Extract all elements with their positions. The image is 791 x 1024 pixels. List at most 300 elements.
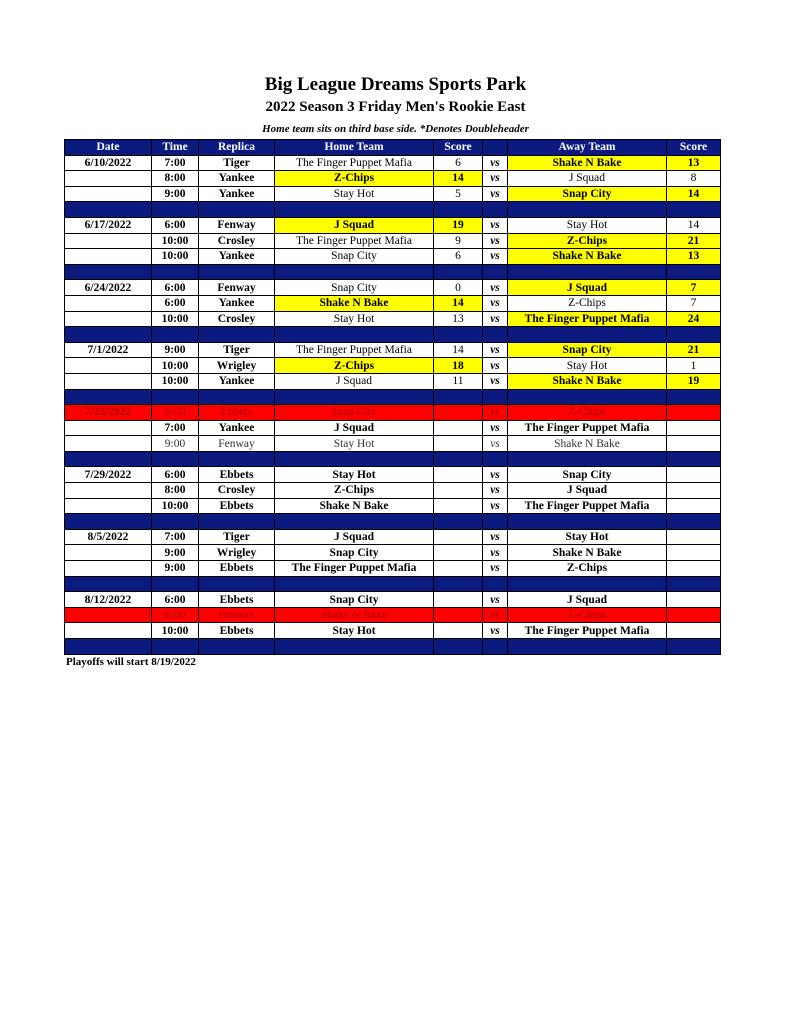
home-score-cell	[434, 592, 483, 608]
vs-cell: vs	[483, 529, 508, 545]
game-row	[65, 358, 721, 374]
time-cell: 10:00	[152, 311, 199, 327]
vs-cell: vs	[483, 467, 508, 483]
separator-cell	[508, 451, 667, 467]
separator-cell	[199, 451, 275, 467]
home-score-cell: 6	[434, 249, 483, 265]
game-row	[65, 436, 721, 452]
date-cell	[65, 311, 152, 327]
separator-cell	[508, 389, 667, 405]
away-score-cell	[667, 545, 721, 561]
separator-cell	[483, 327, 508, 343]
date-cell	[65, 186, 152, 202]
separator-cell	[434, 264, 483, 280]
separator-cell	[152, 264, 199, 280]
replica-cell: Crosley	[199, 483, 275, 499]
date-cell	[65, 436, 152, 452]
time-cell: 10:00	[152, 249, 199, 265]
away-team-cell: Shake N Bake	[508, 436, 667, 452]
replica-cell: Tiger	[199, 342, 275, 358]
separator-cell	[275, 202, 434, 218]
separator-cell	[152, 389, 199, 405]
page-subtitle: 2022 Season 3 Friday Men's Rookie East	[265, 99, 526, 115]
separator-row	[65, 264, 721, 280]
home-team-cell: Stay Hot	[275, 436, 434, 452]
separator-cell	[152, 514, 199, 530]
separator-cell	[667, 327, 721, 343]
separator-cell	[65, 202, 152, 218]
date-cell: 7/29/2022	[65, 467, 152, 483]
schedule-body	[65, 155, 721, 654]
vs-cell: vs	[483, 155, 508, 171]
vs-cell: vs	[483, 280, 508, 296]
replica-cell: Yankee	[199, 171, 275, 187]
away-score-cell: 7	[667, 295, 721, 311]
vs-cell: vs	[483, 592, 508, 608]
replica-cell: Yankee	[199, 249, 275, 265]
home-score-cell: 14	[434, 342, 483, 358]
separator-cell	[483, 202, 508, 218]
game-row	[65, 186, 721, 202]
game-row	[65, 373, 721, 389]
date-cell: 6/17/2022	[65, 217, 152, 233]
vs-cell: vs	[483, 217, 508, 233]
home-score-cell: 0	[434, 280, 483, 296]
away-score-cell	[667, 436, 721, 452]
replica-cell: Fenway	[199, 436, 275, 452]
replica-cell: Tiger	[199, 529, 275, 545]
separator-cell	[65, 514, 152, 530]
home-team-cell: Stay Hot	[275, 311, 434, 327]
vs-cell: vs	[483, 171, 508, 187]
date-cell: 6/10/2022	[65, 155, 152, 171]
date-cell	[65, 561, 152, 577]
separator-cell	[483, 576, 508, 592]
replica-cell: Ebbets	[199, 561, 275, 577]
game-row	[65, 155, 721, 171]
home-score-cell: 13	[434, 311, 483, 327]
time-cell: 8:00	[152, 483, 199, 499]
replica-cell: Yankee	[199, 420, 275, 436]
separator-cell	[152, 451, 199, 467]
away-score-cell: 21	[667, 342, 721, 358]
separator-cell	[667, 202, 721, 218]
separator-cell	[667, 451, 721, 467]
separator-row	[65, 202, 721, 218]
separator-cell	[434, 202, 483, 218]
vs-cell: vs	[483, 311, 508, 327]
time-cell: 10:00	[152, 498, 199, 514]
separator-cell	[65, 264, 152, 280]
away-team-cell: Snap City	[508, 186, 667, 202]
replica-cell: Wrigley	[199, 358, 275, 374]
away-team-cell: Shake N Bake	[508, 373, 667, 389]
separator-row	[65, 514, 721, 530]
vs-cell: vs	[483, 498, 508, 514]
away-team-cell: Snap City	[508, 467, 667, 483]
away-score-cell	[667, 529, 721, 545]
col-home-score: Score	[434, 140, 483, 156]
home-team-cell: The Finger Puppet Mafia	[275, 155, 434, 171]
time-cell: 9:00	[152, 561, 199, 577]
home-score-cell	[434, 436, 483, 452]
home-team-cell: Snap City	[275, 545, 434, 561]
date-cell: 8/5/2022	[65, 529, 152, 545]
away-team-cell: J Squad	[508, 280, 667, 296]
away-team-cell: The Finger Puppet Mafia	[508, 311, 667, 327]
separator-cell	[152, 576, 199, 592]
separator-cell	[483, 514, 508, 530]
vs-cell: vs	[483, 420, 508, 436]
replica-cell: Crosley	[199, 233, 275, 249]
separator-cell	[508, 327, 667, 343]
away-score-cell	[667, 405, 721, 421]
replica-cell: Ebbets	[199, 592, 275, 608]
home-score-cell: 18	[434, 358, 483, 374]
away-score-cell	[667, 623, 721, 639]
replica-cell: Fenway	[199, 607, 275, 623]
separator-cell	[275, 264, 434, 280]
away-team-cell: Snap City	[508, 342, 667, 358]
separator-cell	[667, 576, 721, 592]
separator-row	[65, 576, 721, 592]
away-team-cell: Shake N Bake	[508, 249, 667, 265]
home-team-cell: J Squad	[275, 529, 434, 545]
replica-cell: Ebbets	[199, 405, 275, 421]
away-team-cell: Shake N Bake	[508, 155, 667, 171]
home-team-cell: J Squad	[275, 373, 434, 389]
separator-cell	[275, 576, 434, 592]
game-row	[65, 280, 721, 296]
separator-cell	[667, 389, 721, 405]
separator-cell	[65, 327, 152, 343]
home-team-cell: Snap City	[275, 249, 434, 265]
separator-cell	[152, 639, 199, 655]
away-score-cell: 7	[667, 280, 721, 296]
date-cell	[65, 607, 152, 623]
date-cell	[65, 545, 152, 561]
date-cell: 8/12/2022	[65, 592, 152, 608]
away-team-cell: J Squad	[508, 483, 667, 499]
separator-cell	[434, 514, 483, 530]
time-cell: 8:00	[152, 171, 199, 187]
time-cell: 6:00	[152, 607, 199, 623]
time-cell: 10:00	[152, 373, 199, 389]
game-row	[65, 561, 721, 577]
separator-cell	[199, 327, 275, 343]
away-score-cell: 8	[667, 171, 721, 187]
vs-cell: vs	[483, 249, 508, 265]
home-score-cell	[434, 483, 483, 499]
away-team-cell: Stay Hot	[508, 217, 667, 233]
home-score-cell	[434, 607, 483, 623]
away-score-cell	[667, 467, 721, 483]
separator-cell	[434, 389, 483, 405]
separator-cell	[65, 389, 152, 405]
replica-cell: Fenway	[199, 280, 275, 296]
game-row	[65, 529, 721, 545]
away-score-cell: 1	[667, 358, 721, 374]
separator-cell	[199, 264, 275, 280]
separator-cell	[65, 639, 152, 655]
separator-cell	[434, 327, 483, 343]
vs-cell: vs	[483, 436, 508, 452]
separator-cell	[667, 264, 721, 280]
separator-cell	[199, 576, 275, 592]
game-row	[65, 405, 721, 421]
separator-cell	[434, 451, 483, 467]
time-cell: 6:00	[152, 592, 199, 608]
home-team-cell: Z-Chips	[275, 358, 434, 374]
home-score-cell	[434, 545, 483, 561]
away-score-cell	[667, 607, 721, 623]
replica-cell: Ebbets	[199, 467, 275, 483]
home-team-cell: Z-Chips	[275, 483, 434, 499]
time-cell: 7:00	[152, 420, 199, 436]
date-cell	[65, 249, 152, 265]
away-score-cell	[667, 561, 721, 577]
away-score-cell	[667, 483, 721, 499]
away-score-cell	[667, 592, 721, 608]
date-cell	[65, 373, 152, 389]
away-score-cell: 24	[667, 311, 721, 327]
time-cell: 6:00	[152, 295, 199, 311]
vs-cell: vs	[483, 623, 508, 639]
replica-cell: Wrigley	[199, 545, 275, 561]
col-away-score: Score	[667, 140, 721, 156]
game-row	[65, 420, 721, 436]
away-team-cell: The Finger Puppet Mafia	[508, 623, 667, 639]
separator-row	[65, 451, 721, 467]
home-score-cell: 19	[434, 217, 483, 233]
home-score-cell	[434, 498, 483, 514]
home-score-cell	[434, 467, 483, 483]
away-score-cell	[667, 420, 721, 436]
game-row	[65, 249, 721, 265]
time-cell: 10:00	[152, 358, 199, 374]
vs-cell: vs	[483, 373, 508, 389]
col-replica: Replica	[199, 140, 275, 156]
home-score-cell	[434, 623, 483, 639]
home-team-cell: Shake N Bake	[275, 607, 434, 623]
home-score-cell: 14	[434, 171, 483, 187]
vs-cell: vs	[483, 483, 508, 499]
separator-row	[65, 327, 721, 343]
home-score-cell: 11	[434, 373, 483, 389]
date-cell: 7/22/2022	[65, 405, 152, 421]
date-cell	[65, 233, 152, 249]
home-team-cell: The Finger Puppet Mafia	[275, 233, 434, 249]
separator-cell	[434, 576, 483, 592]
page-title: Big League Dreams Sports Park	[264, 74, 527, 95]
replica-cell: Yankee	[199, 373, 275, 389]
home-team-cell: Snap City	[275, 592, 434, 608]
playoffs-note: Playoffs will start 8/19/2022	[66, 656, 196, 668]
game-row	[65, 233, 721, 249]
home-team-cell: Snap City	[275, 280, 434, 296]
time-cell: 7:00	[152, 155, 199, 171]
home-team-cell: Z-Chips	[275, 171, 434, 187]
vs-cell: vs	[483, 342, 508, 358]
separator-cell	[275, 327, 434, 343]
away-score-cell: 13	[667, 249, 721, 265]
home-team-cell: J Squad	[275, 420, 434, 436]
separator-cell	[483, 389, 508, 405]
home-score-cell: 6	[434, 155, 483, 171]
separator-cell	[483, 264, 508, 280]
time-cell: 6:00	[152, 280, 199, 296]
home-score-cell	[434, 561, 483, 577]
col-date: Date	[65, 140, 152, 156]
away-score-cell: 13	[667, 155, 721, 171]
separator-cell	[152, 202, 199, 218]
time-cell: 6:00	[152, 467, 199, 483]
vs-cell: vs	[483, 607, 508, 623]
home-team-cell: Stay Hot	[275, 467, 434, 483]
home-team-cell: Stay Hot	[275, 623, 434, 639]
game-row	[65, 498, 721, 514]
separator-cell	[275, 451, 434, 467]
separator-cell	[434, 639, 483, 655]
home-team-cell: The Finger Puppet Mafia	[275, 561, 434, 577]
away-team-cell: Stay Hot	[508, 358, 667, 374]
col-away-team: Away Team	[508, 140, 667, 156]
replica-cell: Yankee	[199, 295, 275, 311]
home-score-cell	[434, 405, 483, 421]
separator-cell	[199, 389, 275, 405]
separator-cell	[199, 514, 275, 530]
home-team-cell: Stay Hot	[275, 186, 434, 202]
vs-cell: vs	[483, 561, 508, 577]
time-cell: 7:00	[152, 529, 199, 545]
date-cell	[65, 623, 152, 639]
game-row	[65, 607, 721, 623]
time-cell: 6:00	[152, 217, 199, 233]
time-cell: 9:00	[152, 186, 199, 202]
game-row	[65, 592, 721, 608]
away-team-cell: The Finger Puppet Mafia	[508, 420, 667, 436]
home-score-cell: 5	[434, 186, 483, 202]
away-score-cell: 14	[667, 186, 721, 202]
away-team-cell: The Finger Puppet Mafia	[508, 498, 667, 514]
vs-cell: vs	[483, 545, 508, 561]
game-row	[65, 545, 721, 561]
home-team-cell: Shake N Bake	[275, 498, 434, 514]
vs-cell: vs	[483, 358, 508, 374]
separator-cell	[199, 202, 275, 218]
time-cell: 9:00	[152, 342, 199, 358]
away-team-cell: Z-Chips	[508, 405, 667, 421]
separator-cell	[667, 514, 721, 530]
separator-cell	[483, 639, 508, 655]
away-team-cell: Shake N Bake	[508, 545, 667, 561]
away-team-cell: Z-Chips	[508, 607, 667, 623]
date-cell: 7/1/2022	[65, 342, 152, 358]
separator-row	[65, 389, 721, 405]
separator-cell	[508, 639, 667, 655]
vs-cell: vs	[483, 295, 508, 311]
date-cell	[65, 171, 152, 187]
col-time: Time	[152, 140, 199, 156]
header-row	[65, 140, 721, 156]
date-cell: 6/24/2022	[65, 280, 152, 296]
schedule-table	[64, 139, 721, 655]
home-team-cell: J Squad	[275, 217, 434, 233]
away-team-cell: Z-Chips	[508, 561, 667, 577]
date-cell	[65, 420, 152, 436]
home-team-cell: The Finger Puppet Mafia	[275, 342, 434, 358]
game-row	[65, 311, 721, 327]
time-cell: 9:00	[152, 436, 199, 452]
time-cell: 10:00	[152, 233, 199, 249]
home-score-cell	[434, 529, 483, 545]
page-note: Home team sits on third base side. *Denotes Doubleheader	[262, 123, 529, 135]
replica-cell: Yankee	[199, 186, 275, 202]
replica-cell: Tiger	[199, 155, 275, 171]
time-cell: 9:00	[152, 545, 199, 561]
time-cell: 10:00	[152, 623, 199, 639]
separator-cell	[667, 639, 721, 655]
vs-cell: vs	[483, 186, 508, 202]
replica-cell: Crosley	[199, 311, 275, 327]
home-score-cell: 9	[434, 233, 483, 249]
separator-cell	[199, 639, 275, 655]
home-team-cell: Shake N Bake	[275, 295, 434, 311]
separator-cell	[65, 451, 152, 467]
away-team-cell: J Squad	[508, 171, 667, 187]
home-team-cell: Snap City	[275, 405, 434, 421]
away-team-cell: J Squad	[508, 592, 667, 608]
separator-cell	[508, 264, 667, 280]
game-row	[65, 467, 721, 483]
game-row	[65, 623, 721, 639]
home-score-cell	[434, 420, 483, 436]
separator-cell	[275, 514, 434, 530]
separator-cell	[152, 327, 199, 343]
col-vs	[483, 140, 508, 156]
separator-cell	[483, 451, 508, 467]
home-score-cell: 14	[434, 295, 483, 311]
game-row	[65, 483, 721, 499]
away-team-cell: Z-Chips	[508, 295, 667, 311]
separator-row	[65, 639, 721, 655]
time-cell: 6:00	[152, 405, 199, 421]
game-row	[65, 295, 721, 311]
away-team-cell: Z-Chips	[508, 233, 667, 249]
away-score-cell	[667, 498, 721, 514]
separator-cell	[65, 576, 152, 592]
replica-cell: Ebbets	[199, 623, 275, 639]
vs-cell: vs	[483, 233, 508, 249]
game-row	[65, 342, 721, 358]
separator-cell	[275, 389, 434, 405]
game-row	[65, 217, 721, 233]
date-cell	[65, 498, 152, 514]
replica-cell: Ebbets	[199, 498, 275, 514]
separator-cell	[275, 639, 434, 655]
away-score-cell: 19	[667, 373, 721, 389]
separator-cell	[508, 576, 667, 592]
col-home-team: Home Team	[275, 140, 434, 156]
separator-cell	[508, 514, 667, 530]
away-score-cell: 21	[667, 233, 721, 249]
away-team-cell: Stay Hot	[508, 529, 667, 545]
vs-cell: vs	[483, 405, 508, 421]
game-row	[65, 171, 721, 187]
away-score-cell: 14	[667, 217, 721, 233]
separator-cell	[508, 202, 667, 218]
replica-cell: Fenway	[199, 217, 275, 233]
